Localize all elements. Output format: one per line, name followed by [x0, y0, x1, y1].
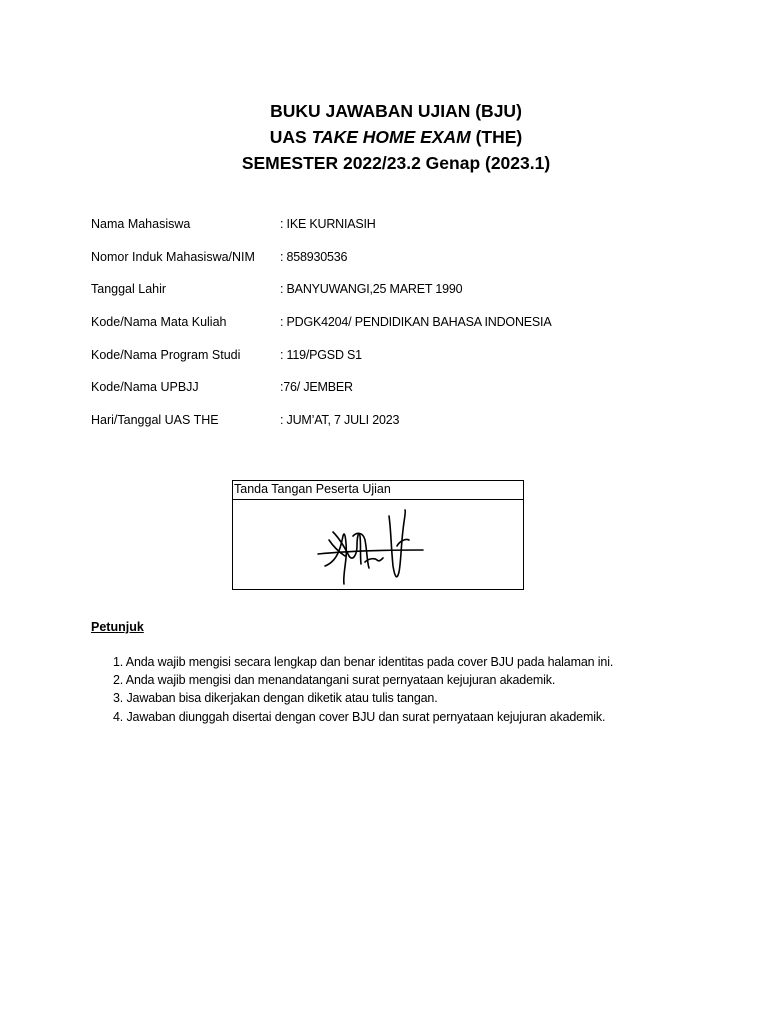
title-line-1: BUKU JAWABAN UJIAN (BJU) [270, 101, 522, 121]
identity-row-nim [91, 247, 691, 280]
identity-value: : PDGK4204/ PENDIDIKAN BAHASA INDONESIA [280, 315, 552, 330]
signature-area [233, 500, 523, 590]
instruction-item: 4. Jawaban diunggah disertai dengan cover BJU dan surat pernyataan kejujuran akademik. [113, 709, 606, 724]
identity-row-mata-kuliah [91, 312, 691, 345]
signature-label: Tanda Tangan Peserta Ujian [233, 481, 523, 500]
title-line-2-suffix: (THE) [470, 127, 523, 147]
identity-value: : BANYUWANGI,25 MARET 1990 [280, 282, 463, 297]
identity-label: Nama Mahasiswa [91, 217, 191, 231]
identity-section [91, 214, 691, 443]
signature-box [232, 480, 524, 590]
identity-row-hari-tanggal [91, 410, 691, 443]
title-line-2 [0, 124, 768, 150]
identity-value: : 119/PGSD S1 [280, 347, 362, 362]
instruction-item: 2. Anda wajib mengisi dan menandatangani surat pernyataan kejujuran akademik. [113, 673, 556, 688]
identity-label: Nomor Induk Mahasiswa/NIM [91, 249, 255, 264]
instructions-list [113, 653, 613, 726]
identity-row-program-studi [91, 345, 691, 378]
identity-row-upbjj [91, 377, 691, 410]
identity-value: : 858930536 [280, 249, 348, 264]
identity-label: Tanggal Lahir [91, 282, 167, 297]
instruction-item: 1. Anda wajib mengisi secara lengkap dan benar identitas pada cover BJU pada halaman ini. [113, 655, 614, 669]
identity-row-tanggal-lahir [91, 279, 691, 312]
title-line-2-prefix: UAS [269, 127, 312, 147]
identity-label: Kode/Nama UPBJJ [91, 380, 199, 395]
identity-value: : IKE KURNIASIH [280, 217, 376, 231]
document-title [0, 98, 768, 176]
identity-label: Hari/Tanggal UAS THE [91, 413, 219, 428]
instructions-title: Petunjuk [91, 620, 144, 634]
title-line-3: SEMESTER 2022/23.2 Genap (2023.1) [241, 153, 551, 173]
identity-label: Kode/Nama Program Studi [91, 347, 241, 362]
identity-value: :76/ JEMBER [280, 380, 353, 395]
title-line-2-italic: TAKE HOME EXAM [311, 127, 471, 147]
identity-label: Kode/Nama Mata Kuliah [91, 315, 227, 330]
signature-image [313, 506, 433, 586]
identity-row-nama [91, 214, 691, 247]
identity-value: : JUM’AT, 7 JULI 2023 [280, 413, 400, 428]
instruction-item: 3. Jawaban bisa dikerjakan dengan diketik atau tulis tangan. [113, 691, 438, 706]
